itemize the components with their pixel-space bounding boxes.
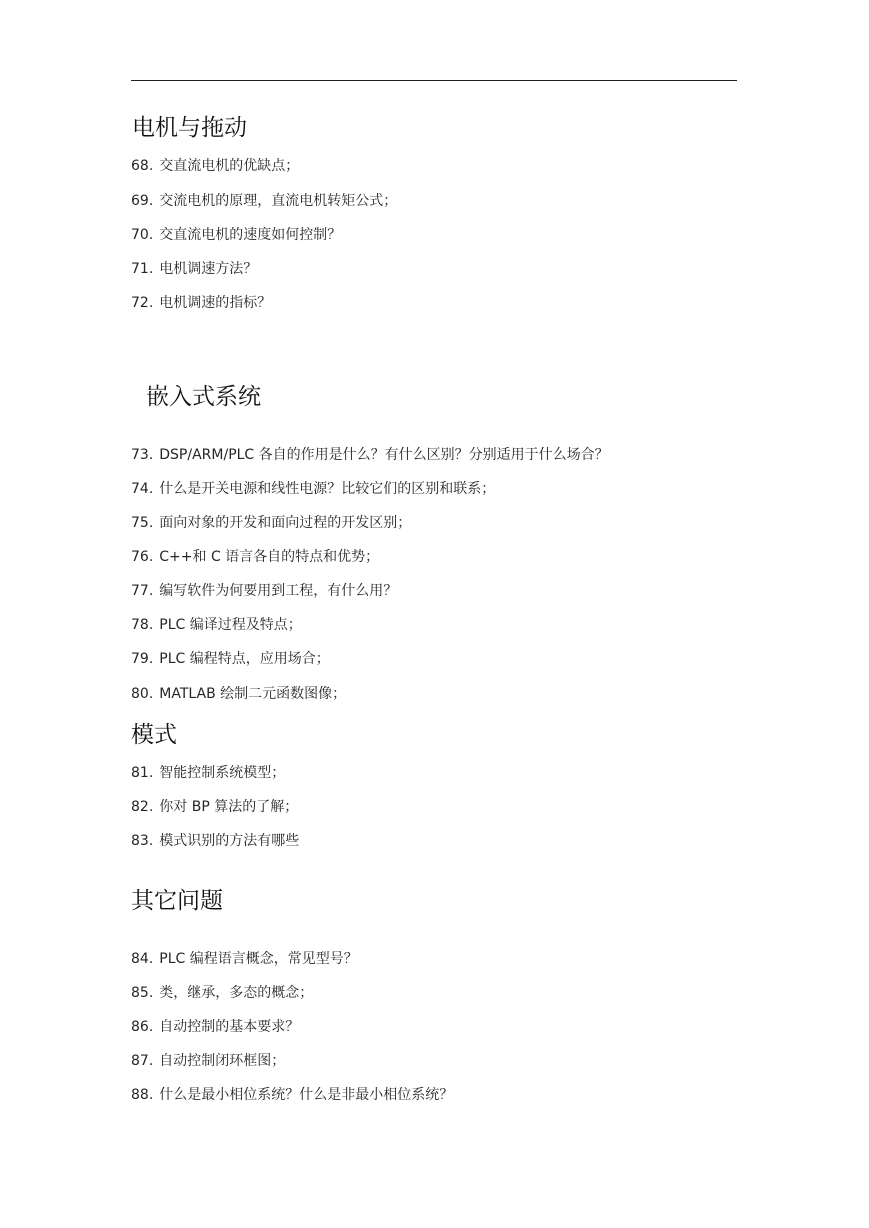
item-text: 类，继承，多态的概念； xyxy=(159,985,314,1001)
item-number: 84. xyxy=(131,951,154,967)
item-text: 电机调速方法？ xyxy=(159,261,258,277)
item-text: 面向对象的开发和面向过程的开发区别； xyxy=(159,515,412,531)
list-item xyxy=(131,225,341,245)
list-item xyxy=(131,293,271,313)
item-text: 电机调速的指标？ xyxy=(159,295,272,311)
list-item xyxy=(131,615,302,635)
item-text: C++和 C 语言各自的特点和优势； xyxy=(159,549,380,565)
list-item xyxy=(131,479,495,499)
item-number: 81. xyxy=(131,765,154,781)
list-item xyxy=(131,547,379,567)
list-item xyxy=(131,949,358,969)
item-text: 交直流电机的速度如何控制？ xyxy=(159,227,342,243)
list-item xyxy=(131,581,397,601)
item-text: MATLAB 绘制二元函数图像； xyxy=(159,686,347,702)
list-item xyxy=(131,513,411,533)
top-rule xyxy=(131,80,737,81)
list-item xyxy=(131,259,257,279)
list-item xyxy=(131,191,397,211)
item-text: 什么是最小相位系统？什么是非最小相位系统？ xyxy=(159,1087,454,1103)
item-text: DSP/ARM/PLC 各自的作用是什么？有什么区别？分别适用于什么场合？ xyxy=(159,447,609,463)
item-text: 自动控制的基本要求？ xyxy=(159,1019,300,1035)
section-heading-other: 其它问题 xyxy=(131,888,223,914)
item-text: 什么是开关电源和线性电源？比较它们的区别和联系； xyxy=(159,481,496,497)
section-heading-embedded: 嵌入式系统 xyxy=(146,384,261,410)
item-number: 83. xyxy=(131,833,154,849)
item-number: 70. xyxy=(131,227,154,243)
item-text: 交直流电机的优缺点； xyxy=(159,158,300,174)
list-item xyxy=(131,831,299,851)
item-number: 69. xyxy=(131,193,154,209)
item-number: 86. xyxy=(131,1019,154,1035)
item-text: 模式识别的方法有哪些 xyxy=(159,833,300,849)
item-number: 73. xyxy=(131,447,154,463)
list-item xyxy=(131,445,609,465)
item-number: 85. xyxy=(131,985,154,1001)
item-number: 71. xyxy=(131,261,154,277)
list-item xyxy=(131,684,346,704)
item-text: 编写软件为何要用到工程，有什么用？ xyxy=(159,583,398,599)
item-number: 79. xyxy=(131,651,154,667)
list-item xyxy=(131,763,285,783)
item-text: 智能控制系统模型； xyxy=(159,765,286,781)
item-number: 72. xyxy=(131,295,154,311)
list-item xyxy=(131,797,298,817)
list-item xyxy=(131,1085,453,1105)
item-number: 77. xyxy=(131,583,154,599)
list-item xyxy=(131,1051,285,1071)
item-text: PLC 编程语言概念，常见型号？ xyxy=(159,951,358,967)
item-text: 交流电机的原理，直流电机转矩公式； xyxy=(159,193,398,209)
list-item xyxy=(131,1017,299,1037)
item-text: PLC 编译过程及特点； xyxy=(159,617,302,633)
item-number: 74. xyxy=(131,481,154,497)
item-text: 自动控制闭环框图； xyxy=(159,1053,286,1069)
item-number: 88. xyxy=(131,1087,154,1103)
item-number: 76. xyxy=(131,549,154,565)
item-number: 68. xyxy=(131,158,154,174)
item-number: 82. xyxy=(131,799,154,815)
item-number: 80. xyxy=(131,686,154,702)
section-heading-motor: 电机与拖动 xyxy=(132,115,247,141)
list-item xyxy=(131,156,299,176)
list-item xyxy=(131,649,330,669)
item-number: 75. xyxy=(131,515,154,531)
item-text: PLC 编程特点，应用场合； xyxy=(159,651,330,667)
item-number: 78. xyxy=(131,617,154,633)
item-text: 你对 BP 算法的了解； xyxy=(159,799,299,815)
list-item xyxy=(131,983,313,1003)
item-number: 87. xyxy=(131,1053,154,1069)
section-heading-pattern: 模式 xyxy=(131,722,177,748)
